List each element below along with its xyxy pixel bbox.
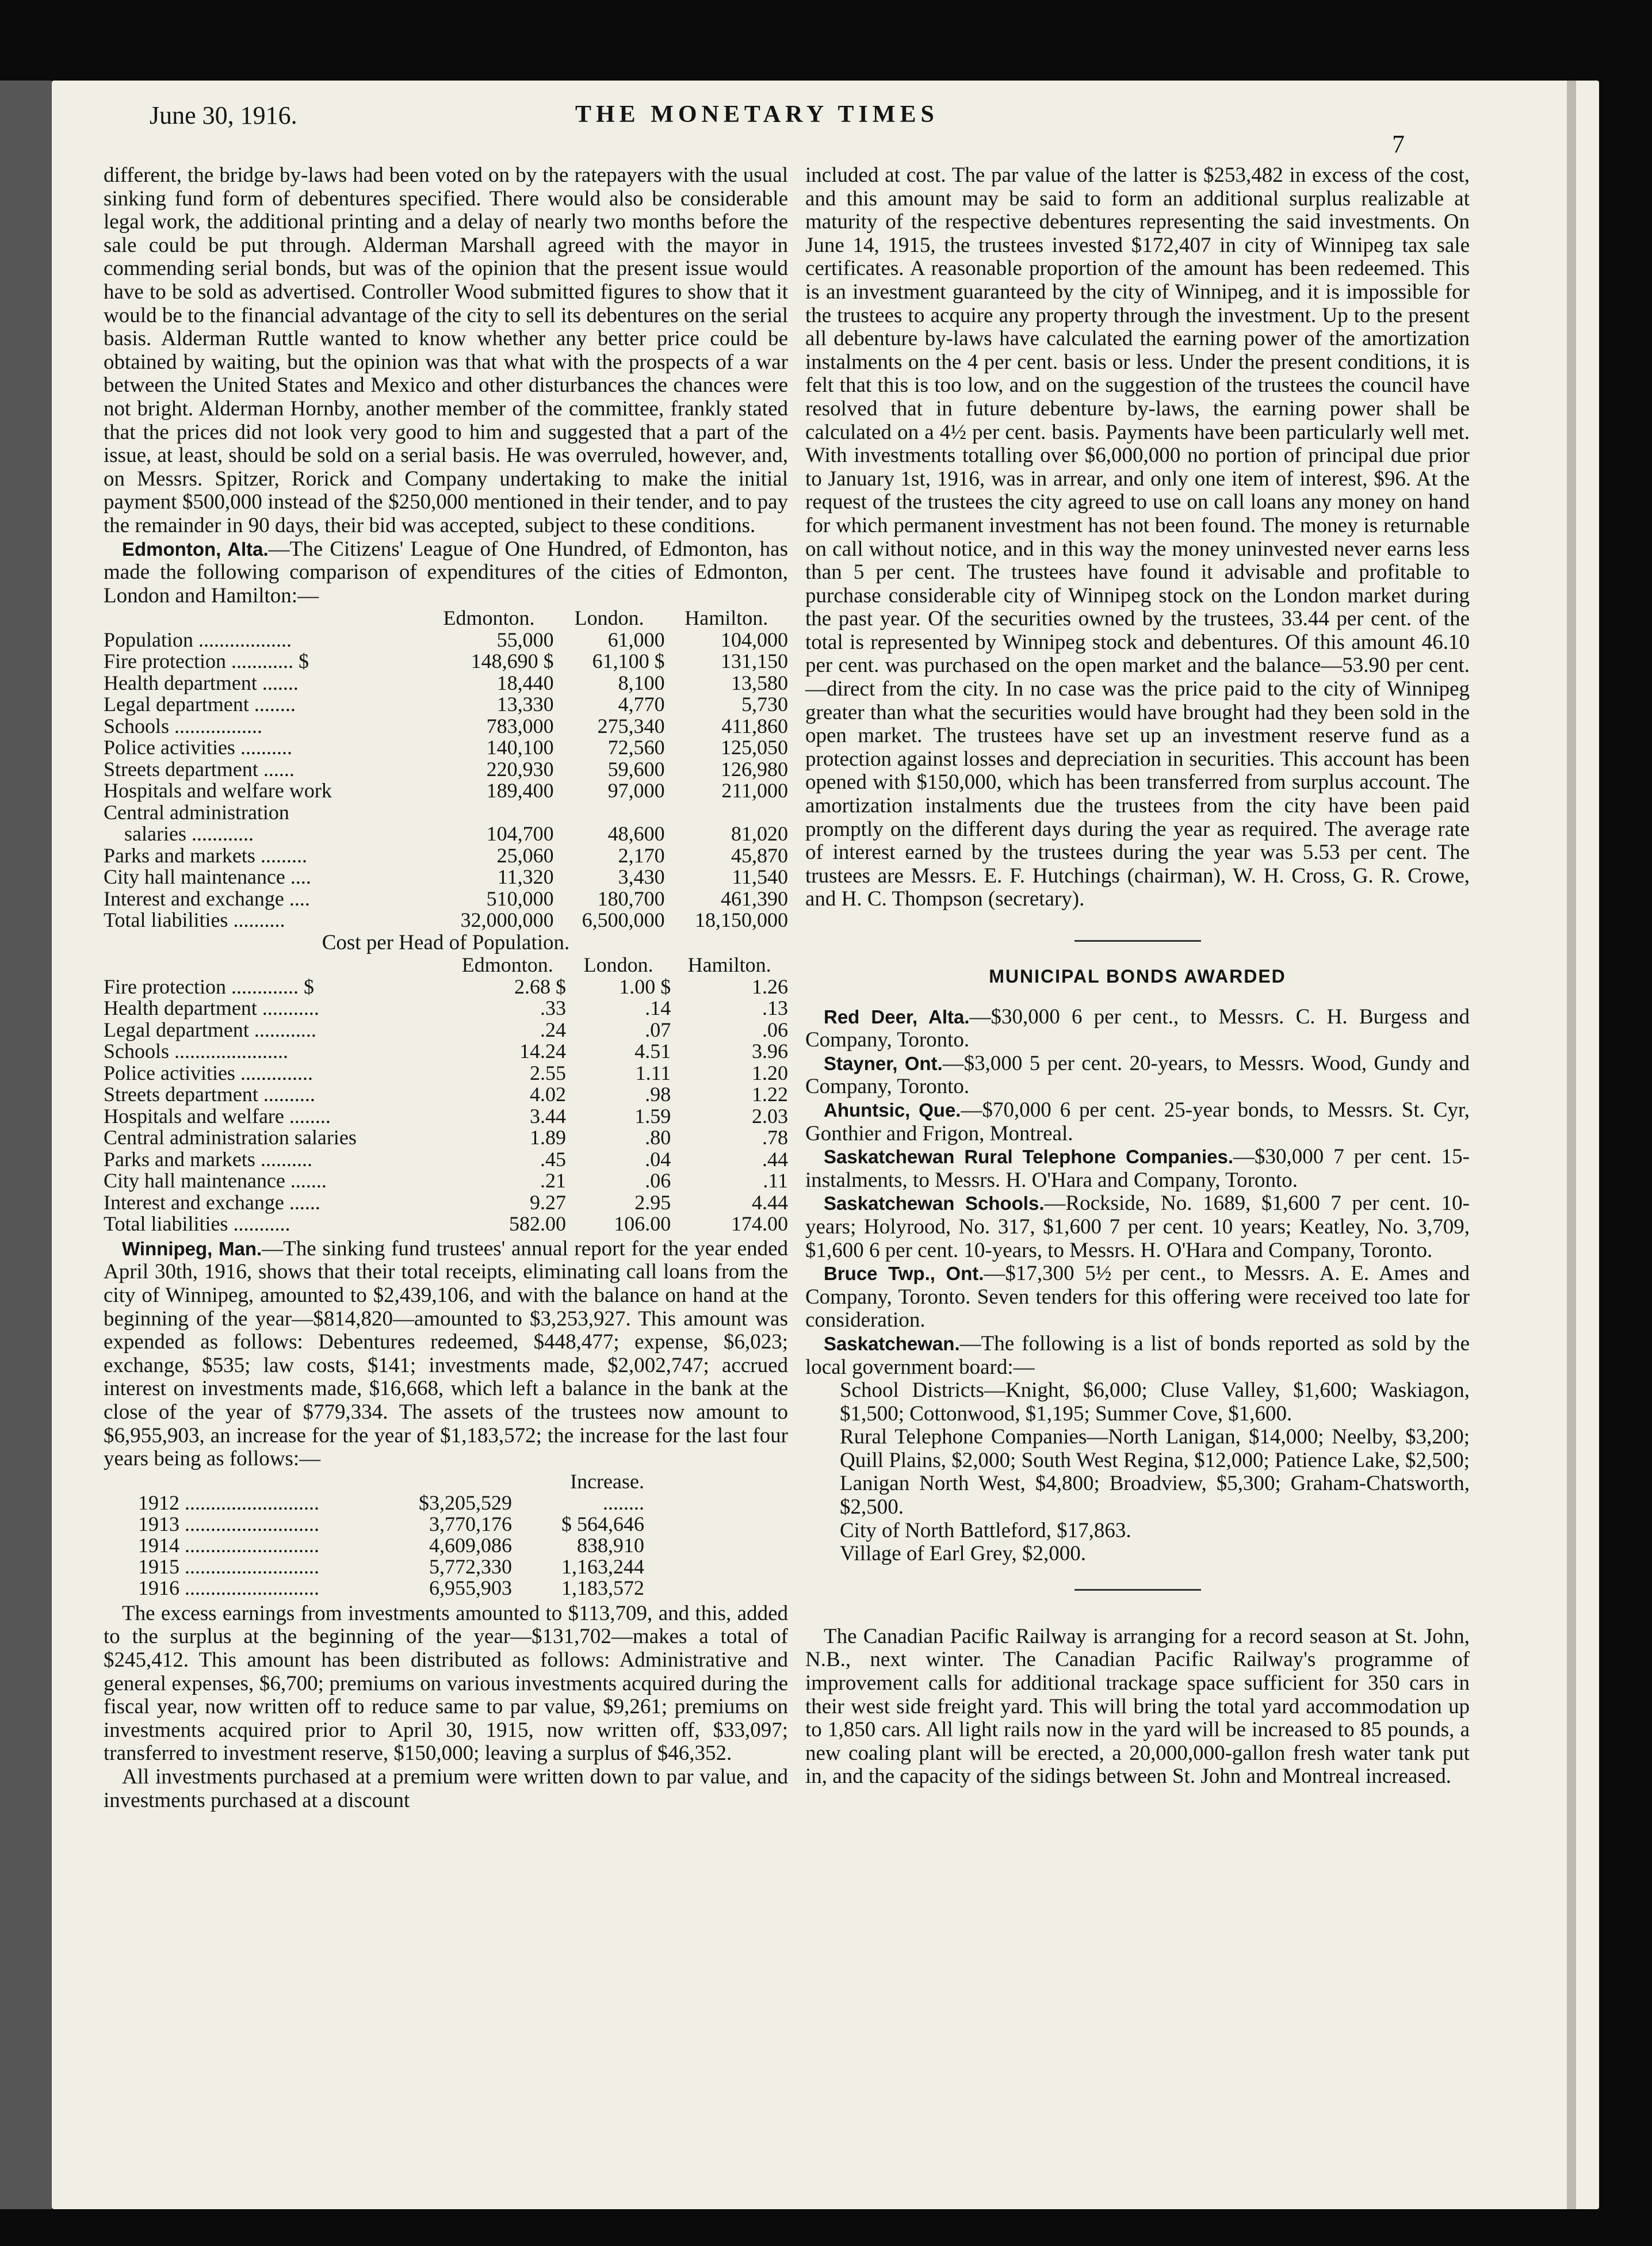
table-row: [138, 1535, 644, 1556]
increase-value: 1,163,244: [561, 1554, 644, 1578]
table-row: [138, 1577, 644, 1599]
row-label: [104, 651, 424, 673]
right-column: [805, 164, 1470, 1789]
municipal-bonds-heading: MUNICIPAL BONDS AWARDED: [989, 966, 1286, 987]
london-value: 1.11: [635, 1061, 671, 1084]
row-label: [104, 910, 424, 931]
bond-award-item: [805, 1192, 1470, 1262]
hamilton-value: .78: [762, 1126, 788, 1149]
row-label-text: City hall maintenance: [104, 865, 285, 889]
hamilton-value: 11,540: [732, 865, 788, 889]
row-label: [104, 716, 424, 738]
assets-value: 5,772,330: [429, 1554, 512, 1578]
row-label: [104, 845, 424, 867]
school-districts-paragraph: School Districts—Knight, $6,000; Cluse Valley, $1,600; Waskiagon, $1,500; Cottonwood, $1,195; Summer Cove, $1,600.: [840, 1378, 1470, 1426]
table-row: [104, 976, 788, 998]
table-row: [104, 1192, 788, 1214]
london-value: 8,100: [618, 671, 665, 694]
bond-municipality: Saskatchewan Rural Telephone Companies.: [824, 1146, 1234, 1168]
leader-dots: ..........: [235, 736, 292, 759]
table-row: [104, 629, 788, 651]
bond-municipality: Saskatchewan Schools.: [824, 1193, 1045, 1214]
edmonton-value: 104,700: [486, 822, 554, 846]
column-header: Hamilton.: [687, 953, 771, 977]
bond-details: —$30,000 7 per cent. 15-instalments, to Messrs. H. O'Hara and Company, Toronto.: [805, 1145, 1470, 1192]
london-value: 1.59: [634, 1104, 671, 1128]
leader-dots: ..................: [193, 628, 292, 651]
row-label-text: Police activities: [104, 1061, 235, 1084]
assets-value: $3,205,529: [419, 1491, 512, 1514]
row-label-text: Hospitals and welfare: [104, 1104, 284, 1128]
row-label-text: Hospitals and welfare work: [104, 779, 332, 803]
london-value: [554, 802, 665, 824]
edmonton-value: 2.55: [530, 1061, 567, 1084]
row-label-text: City hall maintenance: [104, 1169, 285, 1193]
london-value: .14: [645, 996, 671, 1020]
investments-paragraph: All investments purchased at a premium were written down to par value, and investments purchased at a discount: [104, 1764, 788, 1812]
table-row: [104, 845, 788, 867]
table-row: [104, 759, 788, 781]
hamilton-value: .44: [762, 1147, 788, 1171]
edmonton-value: 11,320: [497, 865, 554, 889]
column-header: Edmonton.: [461, 953, 553, 977]
bonds-list: [805, 1006, 1470, 1380]
row-label-text: Streets department: [104, 1083, 258, 1106]
row-label: [104, 780, 424, 802]
row-label: [104, 823, 424, 845]
leader-dots: .......: [285, 1169, 327, 1193]
table-row: [138, 1556, 644, 1577]
leader-dots: ......: [258, 757, 295, 781]
expenditure-rows: [104, 629, 788, 931]
bond-details: —Rockside, No. 1689, $1,600 7 per cent. 10-years; Holyrood, No. 317, $1,600 7 per cent. 10 years; Keatley, No. 3,709, $1,600 6 per cent. 10-years, to Messrs. H. O'Hara and Company, Toronto.: [805, 1191, 1470, 1262]
leader-dots: ....: [285, 865, 311, 889]
year-label: [138, 1492, 403, 1514]
london-value: .80: [645, 1126, 671, 1149]
year-text: 1912: [138, 1491, 179, 1514]
row-label-text: Population: [104, 628, 194, 651]
london-value: 2.95: [634, 1190, 671, 1214]
increase-value: 838,910: [577, 1533, 644, 1557]
table-row: [104, 694, 788, 716]
north-battleford-line: City of North Battleford, $17,863.: [840, 1518, 1131, 1542]
row-label-text: Parks and markets: [104, 843, 255, 867]
edmonton-value: 783,000: [486, 714, 554, 738]
winnipeg-text: —The sinking fund trustees' annual report for the year ended April 30th, 1916, shows that their total receipts, eliminating call loans from the city of Winnipeg, amounted to $2,439,106, and with the balance on hand at the beginning of the year—$814,820—amounted to $3,253,927. This amount was expended as follows: Debentures redeemed, $448,477; expense, $6,023; exchange, $535; law costs, $141; investments made, $2,002,747; accrued interest on investments made, $16,668, which left a balance in the bank at the close of the year of $779,334. The assets of the trustees now amount to $6,955,903, an increase for the year of $1,183,572; the increase for the last four years being as follows:—: [104, 1236, 789, 1471]
edmonton-value: 510,000: [486, 887, 554, 910]
london-value: 59,600: [607, 757, 665, 781]
edmonton-value: 32,000,000: [460, 908, 554, 932]
hamilton-value: 4.44: [752, 1190, 788, 1214]
edmonton-value: 4.02: [530, 1083, 567, 1106]
increase-value: $ 564,646: [561, 1512, 644, 1535]
hamilton-value: 3.96: [752, 1040, 788, 1063]
hamilton-value: 461,390: [721, 887, 788, 910]
year-label: [138, 1514, 403, 1535]
bond-details: —The following is a list of bonds reported as sold by the local government board:—: [805, 1331, 1470, 1379]
leader-dots: .......: [257, 671, 299, 694]
row-label-text: Health department: [104, 996, 257, 1020]
edmonton-value: 3.44: [530, 1104, 567, 1128]
leader-dots: ......................: [169, 1040, 289, 1063]
section-rule: [1074, 1589, 1201, 1591]
assets-value: 3,770,176: [429, 1512, 512, 1535]
row-label: [104, 1192, 449, 1214]
leader-dots: ..........................: [179, 1576, 319, 1599]
bond-details: —$70,000 6 per cent. 25-year bonds, to Messrs. St. Cyr, Gonthier and Frigon, Montreal.: [805, 1098, 1470, 1145]
hamilton-value: 131,150: [721, 650, 788, 673]
row-label: [104, 866, 424, 888]
table-row: [104, 1041, 788, 1063]
table-row: [138, 1492, 644, 1514]
table-row: [104, 998, 788, 1019]
edmonton-value: 140,100: [486, 736, 554, 759]
header-title: THE MONETARY TIMES: [575, 101, 939, 128]
leader-dots: ...........: [228, 1212, 290, 1236]
london-value: 106.00: [614, 1212, 671, 1236]
leader-dots: ..........: [258, 1083, 315, 1106]
bond-municipality: Saskatchewan.: [824, 1332, 960, 1354]
leader-dots: ..........................: [179, 1554, 319, 1578]
edmonton-value: 220,930: [486, 757, 554, 781]
edmonton-value: 189,400: [486, 779, 554, 803]
leader-dots: ..........: [255, 1147, 312, 1171]
hamilton-value: 81,020: [731, 822, 788, 846]
leader-dots: .................: [169, 714, 263, 738]
bridge-bylaws-paragraph: different, the bridge by-laws had been voted on by the ratepayers with the usual sinking fund form of debentures specified. There would also be considerable legal work, the additional printing and a delay of nearly two months before the sale could be put through. Alderman Marshall agreed with the mayor in commending serial bonds, but was of the opinion that the present issue would have to be sold as advertised. Controller Wood submitted figures to show that it would be to the financial advantage of the city to sell its debentures on the serial basis. Alderman Ruttle wanted to know whether any better price could be obtained by waiting, but the opinion was that what with the prospects of a war between the United States and Mexico and other disturbances the chances were not bright. Alderman Hornby, another member of the committee, frankly stated that the prices did not look very good to him and suggested that a part of the issue, at least, should be sold on a serial basis. He was overruled, however, and, on Messrs. Spitzer, Rorick and Company undertaking to make the initial payment $500,000 instead of the $250,000 mentioned in their tender, and to pay the remainder in 90 days, their bid was accepted, subject to these conditions.: [104, 163, 788, 537]
per-head-rows: [104, 976, 788, 1235]
row-label-text: salaries: [104, 822, 186, 846]
table-row: [104, 1170, 788, 1192]
row-label-text: Central administration: [104, 800, 289, 824]
year-text: 1916: [138, 1576, 179, 1599]
london-value: .04: [645, 1147, 671, 1171]
earl-grey-line: Village of Earl Grey, $2,000.: [840, 1542, 1086, 1566]
leader-dots: ..........................: [179, 1533, 319, 1557]
hamilton-value: 5,730: [741, 693, 788, 716]
hamilton-value: 125,050: [721, 736, 788, 759]
row-label-text: Streets department: [104, 757, 258, 781]
excess-earnings-paragraph: The excess earnings from investments amounted to $113,709, and this, added to the surplus at the beginning of the year—$131,702—makes a total of $245,412. This amount has been distributed as follows: Administrative and general expenses, $6,700; premiums on various investments acquired during the fiscal year, now written off to reduce same to par value, $9,261; premiums on investments acquired prior to April 30, 1915, now written off, $33,097; transferred to investment reserve, $150,000; leaving a surplus of $46,352.: [104, 1601, 788, 1766]
table-row: [104, 651, 788, 673]
london-value: 61,100 $: [592, 650, 665, 673]
london-value: 4.51: [634, 1040, 671, 1063]
row-label: [104, 1084, 449, 1106]
edmonton-value: .33: [540, 996, 567, 1020]
leader-dots: ........: [284, 1104, 331, 1128]
column-header: London.: [583, 953, 653, 977]
hamilton-value: .06: [762, 1018, 788, 1041]
row-label: [104, 976, 449, 998]
row-label-text: Total liabilities: [104, 1212, 228, 1236]
hamilton-value: .13: [762, 996, 788, 1020]
scan-edge: [0, 81, 52, 2209]
london-value: 275,340: [597, 714, 665, 738]
winnipeg-paragraph: [104, 1237, 788, 1471]
row-label: [104, 694, 424, 716]
edmonton-text: —The Citizens' League of One Hundred, of Edmonton, has made the following comparison of expenditures of the cities of Edmonton, London and Hamilton:—: [104, 537, 788, 608]
section-rule: [1074, 940, 1201, 942]
table-row: [104, 910, 788, 931]
table-row: [104, 716, 788, 738]
leader-dots: ............: [186, 822, 254, 846]
edmonton-value: 1.89: [530, 1126, 567, 1149]
row-label-text: Legal department: [104, 1018, 249, 1041]
edmonton-value: 13,330: [496, 693, 554, 716]
year-rows: [138, 1492, 644, 1599]
edmonton-value: 148,690 $: [471, 650, 554, 673]
header-date: June 30, 1916.: [150, 101, 297, 129]
london-value: 1.00 $: [619, 975, 671, 998]
london-value: 180,700: [597, 887, 665, 910]
edmonton-value: 582.00: [509, 1212, 567, 1236]
table-row: [104, 1063, 788, 1084]
london-value: 48,600: [607, 822, 665, 846]
london-value: 2,170: [618, 843, 665, 867]
leader-dots: ...........: [257, 996, 319, 1020]
edmonton-value: 25,060: [496, 843, 554, 867]
page-number: 7: [1392, 130, 1405, 158]
row-label-text: Fire protection: [104, 975, 226, 998]
hamilton-value: 18,150,000: [695, 908, 788, 932]
table-row: [104, 823, 788, 845]
row-label: [104, 629, 424, 651]
table-row: [104, 888, 788, 910]
edmonton-lead: Edmonton, Alta.: [122, 538, 269, 560]
column-header: London.: [574, 606, 644, 630]
year-text: 1913: [138, 1512, 179, 1535]
hamilton-value: 211,000: [721, 779, 788, 803]
bond-municipality: Bruce Twp., Ont.: [824, 1263, 984, 1285]
hamilton-value: 411,860: [721, 714, 788, 738]
hamilton-value: 174.00: [731, 1212, 788, 1236]
edmonton-value: 18,440: [496, 671, 554, 694]
edmonton-paragraph: [104, 538, 788, 608]
hamilton-value: [665, 802, 788, 824]
leader-dots: ........: [248, 693, 296, 716]
london-value: 6,500,000: [582, 908, 665, 932]
table-row: [104, 1127, 788, 1149]
row-label: [104, 1127, 449, 1149]
row-label: [104, 998, 449, 1019]
leader-dots: ............: [248, 1018, 316, 1041]
leader-dots: ............. $: [225, 975, 314, 998]
hamilton-value: 13,580: [731, 671, 788, 694]
leader-dots: ..........: [228, 908, 285, 932]
leader-dots: ..........................: [179, 1491, 319, 1514]
row-label-text: Interest and exchange: [104, 887, 284, 910]
page-edge: [1567, 81, 1576, 2209]
bond-award-item: [805, 1262, 1470, 1332]
assets-by-year-table: [138, 1471, 644, 1599]
table-row: [104, 802, 788, 824]
row-label-text: Interest and exchange: [104, 1190, 284, 1214]
hamilton-value: 2.03: [752, 1104, 788, 1128]
hamilton-value: 104,000: [721, 628, 788, 651]
row-label: [104, 888, 424, 910]
left-column: [104, 164, 788, 1812]
edmonton-value: 55,000: [496, 628, 554, 651]
bond-municipality: Stayner, Ont.: [824, 1052, 943, 1074]
hamilton-value: 1.22: [752, 1083, 788, 1106]
row-label-text: Total liabilities: [104, 908, 228, 932]
table-row: [104, 780, 788, 802]
row-label: [104, 759, 424, 781]
bond-award-item: [805, 1332, 1470, 1379]
row-label: [104, 673, 424, 694]
year-label: [138, 1577, 403, 1599]
row-label: [104, 1149, 449, 1171]
edmonton-value: 2.68 $: [514, 975, 567, 998]
row-label-text: Fire protection: [104, 650, 226, 673]
table-row: [104, 1106, 788, 1128]
row-label-text: Legal department: [104, 693, 249, 716]
year-text: 1914: [138, 1533, 179, 1557]
row-label: [104, 1041, 449, 1063]
edmonton-value: .21: [540, 1169, 567, 1193]
leader-dots: .........: [255, 843, 307, 867]
row-label-text: Parks and markets: [104, 1147, 255, 1171]
row-label-text: Health department: [104, 671, 257, 694]
increase-value: 1,183,572: [561, 1576, 644, 1599]
leader-dots: ..........................: [179, 1512, 319, 1535]
bond-details: —$17,300 5½ per cent., to Messrs. A. E. Ames and Company, Toronto. Seven tenders for this offering were received too late for consideration.: [805, 1262, 1470, 1332]
london-value: 97,000: [607, 779, 665, 803]
edmonton-value: 9.27: [530, 1190, 567, 1214]
row-label: [104, 802, 424, 824]
hamilton-value: 1.26: [752, 975, 788, 998]
bond-details: —$3,000 5 per cent. 20-years, to Messrs. Wood, Gundy and Company, Toronto.: [805, 1051, 1470, 1099]
leader-dots: ......: [284, 1190, 320, 1214]
leader-dots: ..............: [235, 1061, 313, 1084]
row-label: [104, 1170, 449, 1192]
bond-award-item: [805, 1145, 1470, 1192]
table-row: [104, 1149, 788, 1171]
rural-telephone-paragraph: Rural Telephone Companies—North Lanigan, $14,000; Neelby, $3,200; Quill Plains, $2,000; South West Regina, $12,000; Patience Lake, $2,500; Lanigan North West, $4,800; Broadview, $5,300; Graham-Chatsworth, $2,500.: [840, 1425, 1470, 1519]
column-header: Hamilton.: [684, 606, 768, 630]
row-label-text: Schools: [104, 714, 170, 738]
bond-details: —$30,000 6 per cent., to Messrs. C. H. Burgess and Company, Toronto.: [805, 1004, 1470, 1052]
cpr-paragraph: The Canadian Pacific Railway is arranging for a record season at St. John, N.B., next winter. The Canadian Pacific Railway's programme of improvement calls for additional trackage space sufficient for 350 cars in their west side freight yard. This will bring the total yard accommodation up to 1,850 cars. All light rails now in the yard will be increased to 85 pounds, a new coaling plant will be erected, a 20,000,000-gallon fresh water tank put in, and the capacity of the sidings between St. John and Montreal increased.: [805, 1624, 1470, 1789]
expenditure-table: [104, 608, 788, 931]
edmonton-value: 14.24: [519, 1040, 567, 1063]
year-label: [138, 1556, 403, 1577]
row-label: [104, 1106, 449, 1128]
assets-value: 6,955,903: [429, 1576, 512, 1599]
edmonton-value: .24: [540, 1018, 567, 1041]
assets-value: 4,609,086: [429, 1533, 512, 1557]
per-head-table: [104, 954, 788, 1235]
london-value: 4,770: [618, 693, 665, 716]
bond-award-item: [805, 1006, 1470, 1052]
winnipeg-lead: Winnipeg, Man.: [122, 1237, 262, 1259]
london-value: 72,560: [607, 736, 665, 759]
table-row: [104, 1084, 788, 1106]
london-value: 3,430: [618, 865, 665, 889]
leader-dots: ............ $: [225, 650, 309, 673]
increase-value: ........: [603, 1491, 644, 1514]
hamilton-value: 126,980: [721, 757, 788, 781]
hamilton-value: 45,870: [731, 843, 788, 867]
increase-header: Increase.: [570, 1469, 644, 1493]
hamilton-value: .11: [763, 1169, 788, 1193]
london-value: 61,000: [607, 628, 665, 651]
year-label: [138, 1535, 403, 1556]
bond-award-item: [805, 1052, 1470, 1099]
table-row: [138, 1514, 644, 1535]
leader-dots: ....: [284, 887, 310, 910]
row-label: [104, 737, 424, 759]
edmonton-value: [424, 802, 553, 824]
table-row: [104, 1213, 788, 1235]
winnipeg-continued-paragraph: included at cost. The par value of the latter is $253,482 in excess of the cost, and this amount may be said to form an additional surplus realizable at maturity of the respective debentures representing the said investments. On June 14, 1915, the trustees invested $172,407 in city of Winnipeg tax sale certificates. A reasonable proportion of the amount has been redeemed. This is an investment guaranteed by the city of Winnipeg, and it is impossible for the trustees to acquire any property through the investment. Up to the present all debenture by-laws have calculated the earning power of the amortization instalments on the 4 per cent. basis or less. Under the present conditions, it is felt that this is too low, and on the suggestion of the trustees the council have resolved that in future debenture by-laws, the earning power shall be calculated on a 4½ per cent. basis. Payments have been particularly well met. With investments totalling over $6,000,000 no portion of principal due prior to January 1st, 1916, was in arrear, and only one item of interest, $96. At the request of the trustees the city agreed to use on call loans any money on hand for which permanent investment has not been found. The money is returnable on call without notice, and in this way the money uninvested never earns less than 5 per cent. The trustees have found it advisable and profitable to purchase considerable city of Winnipeg stock on the London market during the past year. Of the securities owned by the trustees, 33.44 per cent. of the total is represented by Winnipeg stock and debentures. Of this amount 46.10 per cent. was purchased on the open market and the balance—53.90 per cent.—direct from the city. In no case was the price paid to the city of Winnipeg greater than what the securities would have brought had they been sold in the open market. The trustees have set up an investment reserve fund as a protection against losses and depreciation in securities. This account has been opened with $150,000, which has been transferred from surplus account. The amortization instalments due the trustees from the city have been paid promptly on the different days during the year as required. The average rate of interest earned by the trustees during the year was 5.53 per cent. The trustees are Messrs. E. F. Hutchings (chairman), W. H. Cross, G. R. Crowe, and H. C. Thompson (secretary).: [805, 163, 1470, 911]
bond-award-item: [805, 1099, 1470, 1145]
edmonton-value: .45: [540, 1147, 567, 1171]
row-label: [104, 1019, 449, 1041]
row-label-text: Central administration salaries: [104, 1126, 357, 1149]
year-text: 1915: [138, 1554, 179, 1578]
row-label-text: Police activities: [104, 736, 235, 759]
row-label-text: Schools: [104, 1040, 170, 1063]
bond-municipality: Ahuntsic, Que.: [824, 1099, 961, 1121]
table-row: [104, 737, 788, 759]
london-value: .07: [645, 1018, 671, 1041]
column-header: Edmonton.: [443, 606, 535, 630]
table-row: [104, 673, 788, 694]
row-label: [104, 1063, 449, 1084]
hamilton-value: 1.20: [752, 1061, 788, 1084]
bond-municipality: Red Deer, Alta.: [824, 1006, 970, 1027]
london-value: .06: [645, 1169, 671, 1193]
table-row: [104, 1019, 788, 1041]
row-label: [104, 1213, 449, 1235]
per-head-caption: Cost per Head of Population.: [322, 930, 570, 954]
table-row: [104, 866, 788, 888]
london-value: .98: [645, 1083, 671, 1106]
